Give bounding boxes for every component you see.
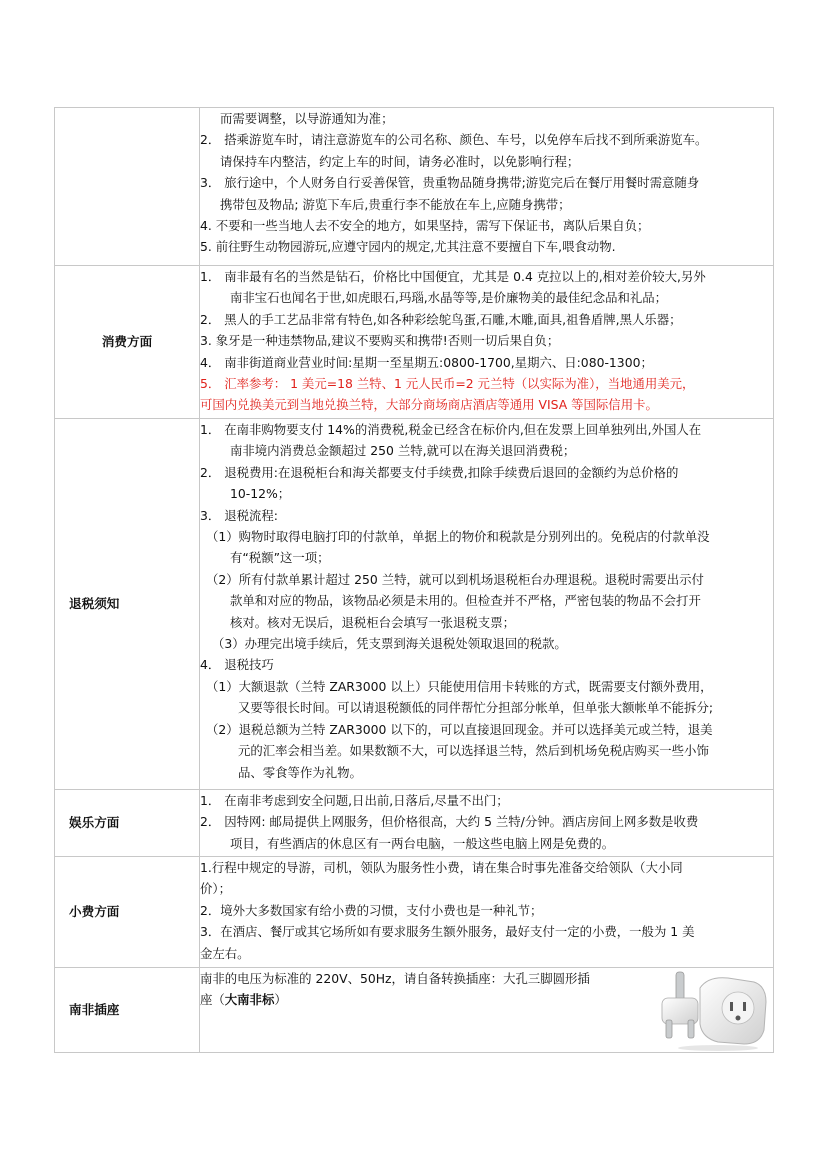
exchange-rate-note: 5． 汇率参考： 1 美元=18 兰特、1 元人民币=2 元兰特（以实际为准），当地通用美元， xyxy=(200,376,695,392)
row-label-travel xyxy=(55,108,200,266)
list-item: 价）； xyxy=(200,881,231,897)
row-label-shopping: 消费方面 xyxy=(55,266,200,419)
list-item: （1）大额退款（兰特 ZAR3000 以上）只能使用信用卡转账的方式，既需要支付额外费用， xyxy=(206,678,713,694)
table-row-tax xyxy=(55,419,774,790)
table-row-travel xyxy=(55,108,774,266)
row-content-entertainment xyxy=(200,790,774,857)
list-item: 又要等很长时间。可以请退税额低的同伴帮忙分担部分帐单，但单张大额帐单不能拆分; xyxy=(238,700,714,716)
list-item: 项目，有些酒店的休息区有一两台电脑，一般这些电脑上网是免费的。 xyxy=(230,835,615,851)
list-item: 金左右。 xyxy=(200,945,250,961)
socket-text: 南非的电压为标准的 220V、50Hz，请自备转换插座：大孔三脚圆形插 xyxy=(200,971,590,986)
list-item: 元的汇率会相当差。如果数额不大，可以选择退兰特，然后到机场免税店购买一些小饰 xyxy=(238,743,709,759)
list-item: 2． 黑人的手工艺品非常有特色,如各种彩绘鸵鸟蛋,石雕,木雕,面具,祖鲁盾牌,黑人乐器； xyxy=(200,311,682,327)
socket-suffix: ） xyxy=(274,992,287,1008)
row-content-shopping xyxy=(200,266,774,419)
row-content-socket xyxy=(200,968,774,1053)
list-item: 而需要调整，以导游通知为准； xyxy=(220,111,394,126)
list-item: 3． 退税流程: xyxy=(200,507,278,523)
info-table xyxy=(54,107,774,1053)
list-item: 2． 搭乘游览车时，请注意游览车的公司名称、颜色、车号，以免停车后找不到所乘游览车。 xyxy=(200,132,708,148)
row-content-tax xyxy=(200,419,774,790)
list-item: （2）所有付款单累计超过 250 兰特，就可以到机场退税柜台办理退税。退税时需要出示付 xyxy=(206,571,704,587)
list-item: 核对。核对无误后，退税柜台会填写一张退税支票； xyxy=(230,614,515,630)
row-content-tips xyxy=(200,857,774,968)
row-label-entertainment: 娱乐方面 xyxy=(55,790,200,857)
socket-prefix: 座（ xyxy=(200,992,225,1008)
list-item: 1． 在南非购物要支付 14%的消费税,税金已经含在标价内,但在发票上回单独列出,外国人在 xyxy=(200,422,702,437)
socket-standard: 大南非标 xyxy=(224,992,275,1008)
row-content-travel xyxy=(200,108,774,266)
list-item: （3）办理完出境手续后，凭支票到海关退税处领取退回的税款。 xyxy=(212,636,567,652)
list-item: 2．境外大多数国家有给小费的习惯，支付小费也是一种礼节； xyxy=(200,902,543,918)
list-item: 2． 因特网: 邮局提供上网服务，但价格很高，大约 5 兰特/分钟。酒店房间上网多数是收费 xyxy=(200,814,699,830)
table-row-shopping xyxy=(55,266,774,419)
list-item: 4. 不要和一些当地人去不安全的地方，如果坚持，需写下保证书，离队后果自负； xyxy=(200,218,650,234)
row-label-socket: 南非插座 xyxy=(55,968,200,1053)
list-item: 3. 象牙是一种违禁物品,建议不要购买和携带!否则一切后果自负； xyxy=(200,333,560,349)
table-row-socket xyxy=(55,968,774,1053)
list-item: 2． 退税费用:在退税柜台和海关都要支付手续费,扣除手续费后退回的金额约为总价格的 xyxy=(200,464,679,480)
list-item: 1． 南非最有名的当然是钻石，价格比中国便宜，尤其是 0.4 克拉以上的,相对差价较大,另外 xyxy=(200,269,706,284)
list-item: 1． 在南非考虑到安全问题,日出前,日落后,尽量不出门； xyxy=(200,793,509,808)
list-item: 请保持车内整洁，约定上车的时间，请务必准时，以免影响行程； xyxy=(220,153,580,169)
row-label-tips: 小费方面 xyxy=(55,857,200,968)
list-item: （2）退税总额为兰特 ZAR3000 以下的，可以直接退回现金。并可以选择美元或兰特，退美 xyxy=(206,721,713,737)
list-item: 4． 退税技巧 xyxy=(200,657,274,673)
plug-adapter-icon xyxy=(648,968,773,1052)
list-item: 5. 前往野生动物园游玩,应遵守园内的规定,尤其注意不要擅自下车,喂食动物. xyxy=(200,239,616,255)
exchange-rate-note-cont: 可国内兑换美元到当地兑换兰特，大部分商场商店酒店等通用 VISA 等国际信用卡。 xyxy=(200,397,658,413)
list-item: 携带包及物品; 游览下车后,贵重行李不能放在车上,应随身携带； xyxy=(220,196,571,212)
list-item: 有“税额”这一项； xyxy=(230,550,330,566)
list-item: 3．在酒店、餐厅或其它场所如有要求服务生额外服务，最好支付一定的小费，一般为 1 美 xyxy=(200,924,695,940)
table-row-entertainment xyxy=(55,790,774,857)
row-label-tax: 退税须知 xyxy=(55,419,200,790)
list-item: 10-12%； xyxy=(230,486,291,502)
list-item: 款单和对应的物品，该物品必须是未用的。但检查并不严格，严密包装的物品不会打开 xyxy=(230,593,701,609)
list-item: 1.行程中规定的导游，司机，领队为服务性小费，请在集合时事先准备交给领队（大小同 xyxy=(200,860,683,875)
list-item: 3． 旅行途中，个人财务自行妥善保管，贵重物品随身携带;游览完后在餐厅用餐时需意随身 xyxy=(200,175,700,191)
list-item: 南非宝石也闻名于世,如虎眼石,玛瑙,水晶等等,是价廉物美的最佳纪念品和礼品； xyxy=(230,290,668,306)
list-item: （1）购物时取得电脑打印的付款单，单据上的物价和税款是分别列出的。免税店的付款单没 xyxy=(206,529,710,545)
list-item: 品、零食等作为礼物。 xyxy=(238,764,362,780)
table-row-tips xyxy=(55,857,774,968)
list-item: 南非境内消费总金额超过 250 兰特,就可以在海关退回消费税； xyxy=(230,443,576,459)
list-item: 4． 南非街道商业营业时间:星期一至星期五:0800-1700,星期六、日:080-1300； xyxy=(200,354,653,370)
